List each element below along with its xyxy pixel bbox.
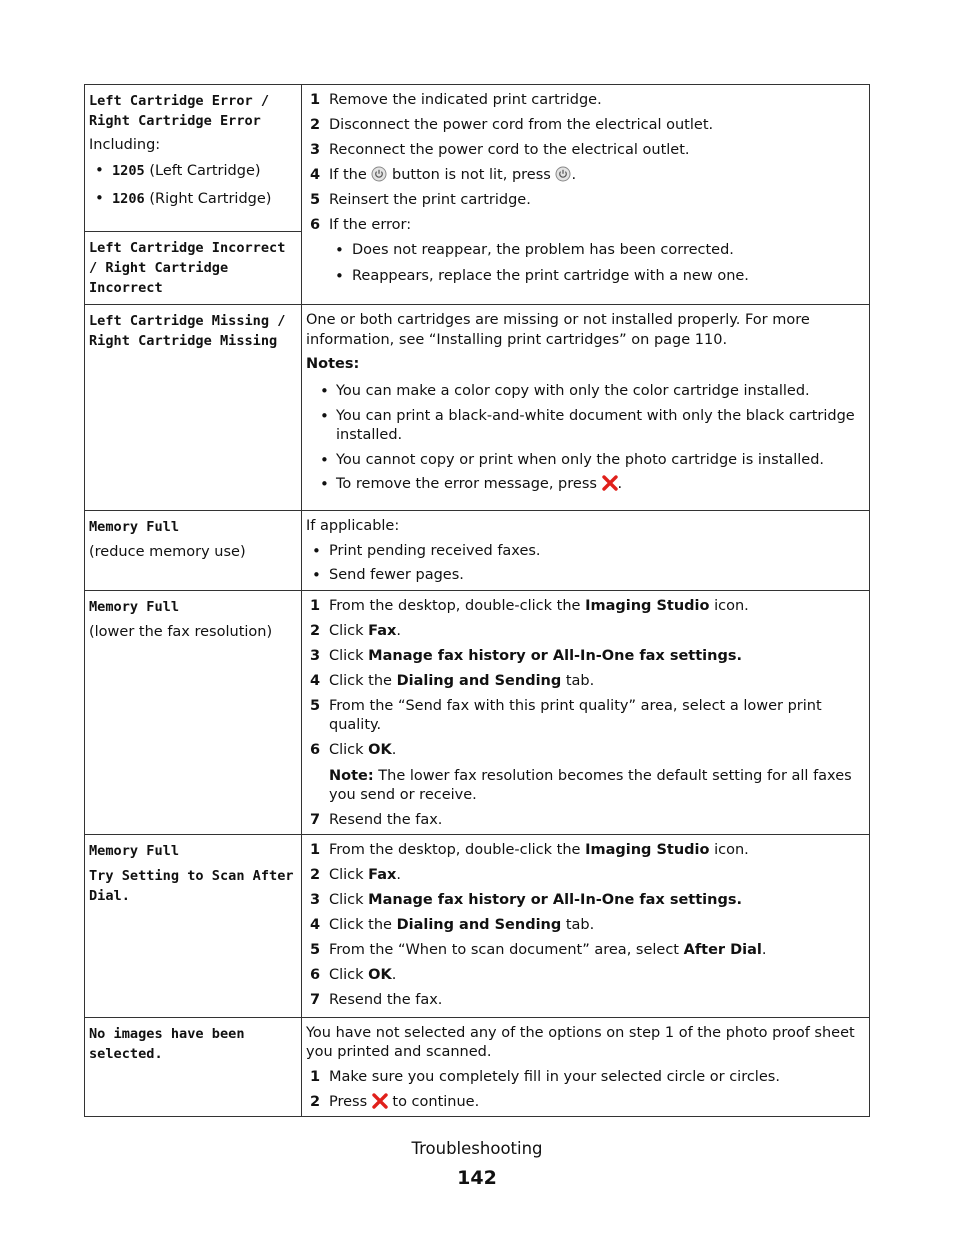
cancel-x-icon: [602, 475, 618, 491]
error-subtitle: (reduce memory use): [89, 544, 246, 560]
list-item: • Send fewer pages.: [306, 566, 865, 586]
error-subtitle: (lower the fax resolution): [89, 623, 273, 640]
bullet-list: [306, 542, 865, 586]
step: 1 Make sure you completely fill in your selected circle or circles.: [310, 1068, 780, 1085]
list-item: • You can make a color copy with only the color cartridge installed.: [314, 382, 865, 402]
solution-cell: [302, 511, 870, 591]
code-list: [89, 161, 297, 209]
step: 4 If the button is not lit, press .: [310, 167, 577, 183]
step: 7 Resend the fax.: [310, 991, 443, 1008]
table-row: [85, 511, 870, 591]
list-item: • 1205 (Left Cartridge): [89, 161, 297, 182]
table-row: [85, 834, 870, 1017]
step: 5 From the “Send fax with this print quality” area, select a lower print quality.: [310, 697, 822, 733]
step: 7 Resend the fax.: [310, 811, 443, 828]
error-subtitle: Try Setting to Scan After Dial.: [89, 867, 294, 904]
step-list: [306, 1068, 865, 1112]
error-title: Left Cartridge Error / Right Cartridge Error: [89, 93, 270, 129]
step: 1 From the desktop, double-click the Imaging Studio icon.: [310, 597, 749, 614]
step-list: [306, 597, 865, 760]
step: 4 Click the Dialing and Sending tab.: [310, 672, 595, 689]
step: 2 Click Fax.: [310, 622, 401, 639]
step-list: [306, 841, 865, 1010]
step: 6 Click OK.: [310, 741, 397, 758]
table-row: [85, 1017, 870, 1116]
step: 6 Click OK.: [310, 966, 397, 983]
including-label: Including:: [89, 137, 161, 153]
error-cell: [85, 85, 302, 232]
step: 3 Click Manage fax history or All-In-One fax settings.: [310, 891, 742, 908]
troubleshooting-table: [84, 84, 870, 1117]
step: 5 From the “When to scan document” area, select After Dial.: [310, 941, 767, 958]
error-title: Memory Full: [89, 519, 180, 535]
intro-text: One or both cartridges are missing or not installed properly. For more information, see “Installing print cartridges” on page 110.: [306, 312, 810, 348]
power-button-icon: [555, 166, 571, 182]
step: 3 Click Manage fax history or All-In-One fax settings.: [310, 647, 742, 664]
cancel-x-icon: [372, 1093, 388, 1109]
step: 3 Reconnect the power cord to the electrical outlet.: [310, 142, 690, 158]
step: 1 From the desktop, double-click the Imaging Studio icon.: [310, 841, 749, 858]
error-cell: [85, 511, 302, 591]
list-item: • 1206 (Right Cartridge): [89, 189, 297, 210]
step: 2 Disconnect the power cord from the electrical outlet.: [310, 117, 714, 133]
error-cell: [85, 232, 302, 305]
step: 2 Click Fax.: [310, 866, 401, 883]
list-item: • Print pending received faxes.: [306, 542, 865, 562]
step-list: [306, 91, 865, 286]
list-item: • Does not reappear, the problem has been corrected.: [329, 241, 865, 261]
list-item: • To remove the error message, press .: [314, 475, 865, 495]
power-button-icon: [371, 166, 387, 182]
solution-cell: [302, 1017, 870, 1116]
table-row: [85, 305, 870, 511]
note-text: Note: The lower fax resolution becomes the default setting for all faxes you send or receive.: [329, 767, 852, 803]
step: 2 Press to continue.: [310, 1093, 480, 1110]
solution-cell: [302, 305, 870, 511]
list-item: • You can print a black-and-white document with only the black cartridge installed.: [314, 407, 865, 446]
intro-text: If applicable:: [306, 518, 400, 534]
intro-text: You have not selected any of the options on step 1 of the photo proof sheet you printed and scanned.: [306, 1024, 855, 1060]
table-row: [85, 590, 870, 834]
notes-label: Notes:: [306, 356, 360, 372]
step: 5 Reinsert the print cartridge.: [310, 192, 531, 208]
section-footer: Troubleshooting: [411, 1139, 543, 1158]
error-cell: [85, 590, 302, 834]
list-item: • You cannot copy or print when only the photo cartridge is installed.: [314, 451, 865, 471]
step-list: [306, 811, 865, 830]
solution-cell: [302, 590, 870, 834]
step: 6 If the error: • Does not reappear, the problem has been corrected. • Reappears, replace the print cartridge with a new one.: [306, 216, 865, 286]
error-title: No images have been selected.: [89, 1025, 245, 1062]
solution-cell: [302, 834, 870, 1017]
step: 1 Remove the indicated print cartridge.: [310, 92, 602, 108]
page-number: 142: [457, 1167, 497, 1189]
error-cell: [85, 305, 302, 511]
list-item: • Reappears, replace the print cartridge with a new one.: [329, 267, 865, 287]
table-row: [85, 85, 870, 232]
sub-list: [329, 241, 865, 286]
notes-list: [314, 382, 865, 495]
error-cell: [85, 1017, 302, 1116]
step: 4 Click the Dialing and Sending tab.: [310, 916, 595, 933]
error-title: Left Cartridge Incorrect / Right Cartridge Incorrect: [89, 240, 286, 296]
error-title: Left Cartridge Missing / Right Cartridge Missing: [89, 313, 286, 349]
error-cell: [85, 834, 302, 1017]
solution-cell: [302, 85, 870, 305]
error-title: Memory Full: [89, 842, 180, 859]
error-title: Memory Full: [89, 598, 180, 615]
